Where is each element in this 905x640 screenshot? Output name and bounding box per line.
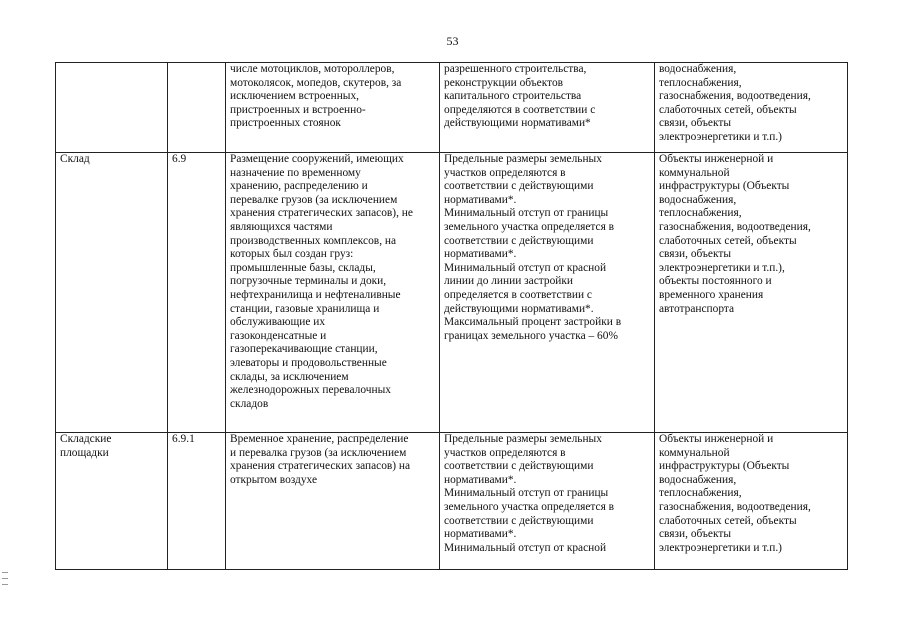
land-use-code-cell: 6.9.1 (168, 433, 226, 570)
land-use-name-cell: Складские площадки (56, 433, 168, 570)
auxiliary-objects-cell: водоснабжения, теплоснабжения, газоснабжения, водоотведения, слаботочных сетей, объекты связи, объекты электроэнергетики и т.п.) (655, 63, 848, 153)
land-use-code-cell (168, 63, 226, 153)
table-row (56, 153, 848, 433)
land-use-name-cell (56, 63, 168, 153)
construction-parameters-cell: Предельные размеры земельных участков определяются в соответствии с действующими нормативами*. Минимальный отступ от границы земельного участка определяется в соответствии с действующими нормативами*. Минимальный отступ от красной линии до линии застройки определяется в соответствии с действующими нормативами*. Максимальный процент застройки в границах земельного участка – 60% (440, 153, 655, 433)
table-row (56, 433, 848, 570)
auxiliary-objects-cell: Объекты инженерной и коммунальной инфраструктуры (Объекты водоснабжения, теплоснабжения, газоснабжения, водоотведения, слаботочных сетей, объекты связи, объекты электроэнергетики и т.п.), объекты постоянного и временного хранения автотранспорта (655, 153, 848, 433)
land-use-table (55, 62, 848, 570)
land-use-name-cell: Склад (56, 153, 168, 433)
land-use-code-cell: 6.9 (168, 153, 226, 433)
land-use-description-cell: Временное хранение, распределение и перевалка грузов (за исключением хранения стратегических запасов) на открытом воздухе (226, 433, 440, 570)
scan-margin-mark (2, 572, 8, 573)
page-number: 53 (446, 34, 459, 48)
construction-parameters-cell: Предельные размеры земельных участков определяются в соответствии с действующими нормативами*. Минимальный отступ от границы земельного участка определяется в соответствии с действующими нормативами*. Минимальный отступ от красной (440, 433, 655, 570)
scan-margin-mark (2, 578, 8, 579)
land-use-description-cell: числе мотоциклов, мотороллеров, мотоколясок, мопедов, скутеров, за исключением встроенных, пристроенных и встроенно- пристроенных стоянок (226, 63, 440, 153)
table-row (56, 63, 848, 153)
auxiliary-objects-cell: Объекты инженерной и коммунальной инфраструктуры (Объекты водоснабжения, теплоснабжения, газоснабжения, водоотведения, слаботочных сетей, объекты связи, объекты электроэнергетики и т.п.) (655, 433, 848, 570)
scan-margin-mark (2, 584, 8, 585)
land-use-description-cell: Размещение сооружений, имеющих назначение по временному хранению, распределению и перевалке грузов (за исключением хранения стратегических запасов), не являющихся частями производственных комплексов, на которых был создан груз: промышленные базы, склады, погрузочные терминалы и доки, нефтехранилища и нефтеналивные станции, газовые хранилища и обслуживающие их газоконденсатные и газоперекачивающие станции, элеваторы и продовольственные склады, за исключением железнодорожных перевалочных складов (226, 153, 440, 433)
construction-parameters-cell: разрешенного строительства, реконструкции объектов капитального строительства определяются в соответствии с действующими нормативами* (440, 63, 655, 153)
